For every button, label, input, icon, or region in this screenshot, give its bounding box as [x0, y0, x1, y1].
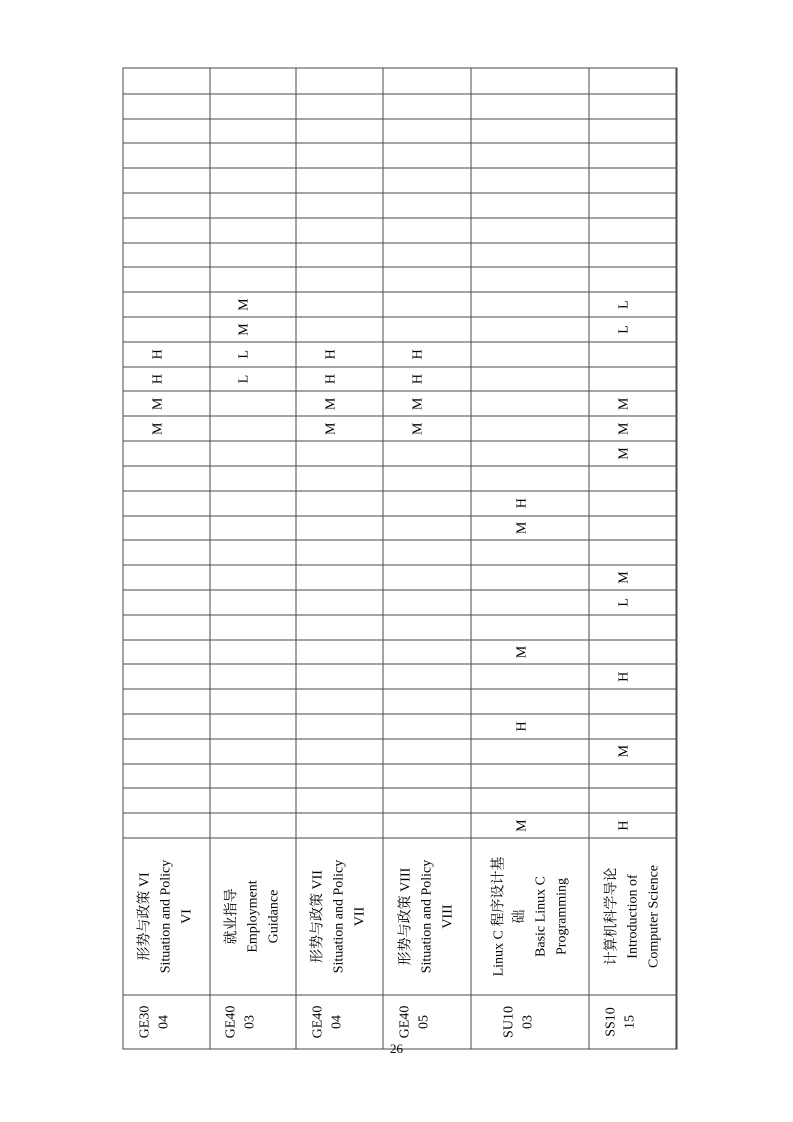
course-code-cell	[296, 994, 383, 1048]
mark-value: M	[513, 645, 529, 658]
matrix-cell	[589, 415, 676, 440]
matrix-cell	[296, 639, 383, 664]
matrix-cell	[589, 713, 676, 738]
matrix-cell	[383, 242, 472, 267]
name-line: Introduction of	[624, 873, 640, 959]
course-code	[221, 1005, 259, 1038]
course-name-cell	[589, 837, 676, 994]
mark-value: H	[616, 820, 631, 831]
matrix-cell	[123, 68, 210, 93]
mark-value: H	[410, 373, 426, 384]
course-code	[135, 1005, 173, 1038]
matrix-cell	[210, 217, 297, 242]
matrix-cell	[383, 787, 472, 812]
matrix-cell	[296, 713, 383, 738]
matrix-cell	[471, 291, 589, 316]
matrix-cell	[296, 68, 383, 93]
matrix-cell	[589, 316, 676, 341]
matrix-cell	[471, 366, 589, 391]
matrix-cell	[296, 266, 383, 291]
matrix-cell	[383, 217, 472, 242]
code-line: 04	[155, 1014, 171, 1029]
name-line: Situation and Policy	[418, 859, 434, 973]
matrix-cell	[471, 663, 589, 688]
course-code-cell	[589, 994, 676, 1048]
matrix-cell	[383, 142, 472, 167]
code-line: GE30	[136, 1005, 152, 1038]
matrix-cell	[210, 266, 297, 291]
matrix-cell	[123, 515, 210, 540]
matrix-cell	[471, 589, 589, 614]
matrix-cell	[296, 192, 383, 217]
code-line: SU10	[500, 1005, 516, 1038]
matrix-cell	[210, 465, 297, 490]
mark-value: M	[322, 421, 338, 435]
matrix-cell	[296, 142, 383, 167]
matrix-cell	[589, 465, 676, 490]
name-line: Employment	[244, 879, 260, 953]
matrix-cell	[589, 366, 676, 391]
course-name-cell	[210, 837, 297, 994]
matrix-cell	[589, 118, 676, 143]
matrix-cell	[383, 589, 472, 614]
name-line: 计算机科学导论	[603, 867, 619, 965]
matrix-cell	[123, 763, 210, 788]
mark-value: H	[616, 671, 631, 682]
course-name-cell	[471, 837, 589, 994]
matrix-cell	[471, 68, 589, 93]
course-name-cell	[383, 837, 472, 994]
matrix-cell	[296, 564, 383, 589]
matrix-cell	[210, 366, 297, 391]
mark-value: M	[236, 297, 252, 311]
name-line: 形势与政策 VIII	[397, 867, 413, 965]
matrix-cell	[296, 539, 383, 564]
matrix-cell	[210, 713, 297, 738]
matrix-cell	[210, 812, 297, 837]
matrix-cell	[383, 763, 472, 788]
mark-value: L	[236, 374, 252, 383]
matrix-cell	[471, 763, 589, 788]
matrix-cell	[589, 738, 676, 763]
matrix-cell	[123, 564, 210, 589]
mark-value: M	[410, 397, 426, 410]
matrix-cell	[210, 539, 297, 564]
matrix-cell	[471, 614, 589, 639]
matrix-cell	[471, 192, 589, 217]
matrix-cell	[383, 415, 472, 440]
code-line: 04	[328, 1014, 344, 1029]
course-code-cell	[210, 994, 297, 1048]
matrix-cell	[210, 589, 297, 614]
matrix-cell	[210, 291, 297, 316]
course-name-cell	[123, 837, 210, 994]
matrix-cell	[589, 217, 676, 242]
name-line: Computer Science	[645, 864, 661, 968]
course-code	[308, 1005, 346, 1038]
matrix-cell	[296, 217, 383, 242]
matrix-cell	[296, 688, 383, 713]
course-name-cell	[296, 837, 383, 994]
mark-value: L	[616, 299, 631, 309]
curriculum-matrix-table	[122, 67, 677, 1049]
matrix-cell	[210, 515, 297, 540]
matrix-cell	[471, 440, 589, 465]
matrix-cell	[123, 539, 210, 564]
matrix-cell	[471, 787, 589, 812]
matrix-cell	[210, 787, 297, 812]
matrix-cell	[123, 787, 210, 812]
matrix-cell	[210, 316, 297, 341]
matrix-cell	[210, 118, 297, 143]
matrix-cell	[123, 688, 210, 713]
matrix-cell	[471, 639, 589, 664]
matrix-cell	[589, 812, 676, 837]
matrix-cell	[471, 812, 589, 837]
matrix-cell	[296, 614, 383, 639]
matrix-cell	[296, 366, 383, 391]
matrix-cell	[471, 390, 589, 415]
matrix-cell	[123, 316, 210, 341]
matrix-cell	[471, 688, 589, 713]
matrix-cell	[383, 515, 472, 540]
matrix-cell	[471, 316, 589, 341]
matrix-cell	[383, 539, 472, 564]
matrix-cell	[383, 341, 472, 366]
matrix-cell	[471, 713, 589, 738]
matrix-cell	[471, 167, 589, 192]
code-line: SS10	[603, 1006, 618, 1037]
matrix-cell	[123, 663, 210, 688]
mark-value: L	[616, 597, 631, 607]
matrix-cell	[383, 366, 472, 391]
mark-value: H	[513, 497, 529, 508]
matrix-cell	[589, 564, 676, 589]
matrix-cell	[589, 390, 676, 415]
matrix-cell	[210, 490, 297, 515]
matrix-cell	[471, 142, 589, 167]
matrix-cell	[296, 415, 383, 440]
matrix-cell	[589, 763, 676, 788]
matrix-cell	[589, 787, 676, 812]
matrix-cell	[123, 366, 210, 391]
matrix-cell	[210, 763, 297, 788]
matrix-cell	[589, 614, 676, 639]
matrix-cell	[383, 266, 472, 291]
matrix-cell	[296, 589, 383, 614]
matrix-cell	[471, 266, 589, 291]
mark-value: H	[410, 348, 426, 359]
matrix-cell	[210, 639, 297, 664]
matrix-cell	[123, 341, 210, 366]
mark-value: H	[322, 373, 338, 384]
matrix-cell	[296, 738, 383, 763]
matrix-cell	[123, 266, 210, 291]
name-line: 础	[511, 909, 527, 923]
matrix-cell	[210, 614, 297, 639]
matrix-cell	[589, 142, 676, 167]
matrix-cell	[210, 738, 297, 763]
matrix-cell	[123, 291, 210, 316]
matrix-cell	[471, 515, 589, 540]
matrix-cell	[123, 167, 210, 192]
mark-value: M	[322, 397, 338, 410]
matrix-cell	[123, 217, 210, 242]
matrix-cell	[123, 713, 210, 738]
mark-value: M	[616, 744, 631, 757]
matrix-cell	[589, 490, 676, 515]
matrix-cell	[383, 316, 472, 341]
mark-value: M	[616, 446, 631, 460]
mark-value: M	[616, 397, 631, 410]
matrix-cell	[210, 68, 297, 93]
course-code	[601, 1007, 639, 1037]
matrix-cell	[296, 341, 383, 366]
page-number: 26	[390, 1041, 403, 1056]
matrix-cell	[471, 217, 589, 242]
name-line: Situation and Policy	[331, 859, 347, 973]
course-code	[499, 1006, 537, 1038]
matrix-cell	[123, 415, 210, 440]
matrix-cell	[589, 515, 676, 540]
name-line: Situation and Policy	[158, 859, 174, 973]
matrix-cell	[210, 167, 297, 192]
name-line: VII	[352, 906, 368, 926]
matrix-cell	[210, 440, 297, 465]
matrix-cell	[123, 465, 210, 490]
matrix-cell	[296, 167, 383, 192]
matrix-cell	[383, 192, 472, 217]
matrix-cell	[210, 142, 297, 167]
matrix-cell	[123, 614, 210, 639]
matrix-cell	[589, 440, 676, 465]
matrix-cell	[296, 515, 383, 540]
matrix-cell	[123, 142, 210, 167]
name-line: Linux C 程序设计基	[490, 856, 506, 976]
matrix-cell	[296, 316, 383, 341]
mark-value: L	[616, 324, 631, 334]
code-line: 15	[622, 1014, 637, 1029]
name-line: Basic Linux C	[532, 875, 548, 957]
matrix-cell	[296, 763, 383, 788]
matrix-cell	[589, 68, 676, 93]
matrix-cell	[471, 738, 589, 763]
matrix-cell	[123, 118, 210, 143]
matrix-cell	[123, 490, 210, 515]
matrix-cell	[123, 192, 210, 217]
name-line: Programming	[553, 877, 569, 955]
matrix-cell	[296, 490, 383, 515]
name-line: VIII	[439, 903, 455, 929]
code-line: GE40	[223, 1005, 239, 1038]
matrix-cell	[123, 738, 210, 763]
mark-value: H	[149, 373, 165, 384]
mark-value: H	[513, 720, 529, 731]
matrix-cell	[589, 167, 676, 192]
matrix-cell	[296, 93, 383, 118]
matrix-cell	[123, 812, 210, 837]
mark-value: M	[236, 322, 252, 336]
matrix-cell	[589, 266, 676, 291]
matrix-cell	[383, 688, 472, 713]
matrix-cell	[210, 390, 297, 415]
matrix-cell	[383, 68, 472, 93]
matrix-cell	[471, 490, 589, 515]
matrix-cell	[589, 93, 676, 118]
matrix-cell	[210, 564, 297, 589]
name-line: 形势与政策 VII	[310, 869, 326, 963]
mark-value: M	[616, 570, 631, 584]
matrix-cell	[589, 663, 676, 688]
matrix-cell	[471, 242, 589, 267]
matrix-cell	[383, 390, 472, 415]
matrix-cell	[296, 118, 383, 143]
matrix-cell	[589, 192, 676, 217]
matrix-cell	[210, 688, 297, 713]
name-line: 就业指导	[223, 888, 239, 944]
name-line: Guidance	[265, 889, 281, 943]
mark-value: M	[513, 818, 529, 832]
matrix-cell	[123, 242, 210, 267]
matrix-cell	[471, 465, 589, 490]
matrix-cell	[383, 167, 472, 192]
matrix-cell	[296, 787, 383, 812]
matrix-cell	[383, 812, 472, 837]
matrix-cell	[123, 589, 210, 614]
matrix-cell	[383, 738, 472, 763]
code-line: 03	[519, 1014, 535, 1029]
code-line: 03	[242, 1014, 258, 1029]
matrix-cell	[471, 93, 589, 118]
matrix-cell	[383, 118, 472, 143]
matrix-cell	[210, 242, 297, 267]
mark-value: H	[149, 348, 165, 359]
name-line: 形势与政策 VI	[137, 871, 153, 961]
matrix-cell	[296, 663, 383, 688]
matrix-cell	[471, 341, 589, 366]
matrix-cell	[589, 639, 676, 664]
course-code	[395, 1005, 433, 1038]
mark-value: M	[616, 421, 631, 435]
mark-value: M	[513, 521, 529, 534]
matrix-cell	[383, 93, 472, 118]
matrix-cell	[296, 812, 383, 837]
course-code-cell	[383, 994, 472, 1048]
matrix-cell	[589, 688, 676, 713]
code-line: 05	[416, 1014, 432, 1029]
matrix-cell	[589, 589, 676, 614]
mark-value: L	[236, 349, 252, 359]
mark-value: M	[410, 421, 426, 435]
matrix-cell	[383, 564, 472, 589]
matrix-cell	[296, 465, 383, 490]
matrix-cell	[210, 93, 297, 118]
mark-value: M	[149, 421, 165, 435]
matrix-cell	[210, 663, 297, 688]
matrix-cell	[123, 93, 210, 118]
matrix-cell	[123, 440, 210, 465]
name-line: VI	[179, 908, 195, 924]
matrix-cell	[383, 663, 472, 688]
matrix-cell	[383, 465, 472, 490]
mark-value: H	[322, 348, 338, 359]
course-code-cell	[123, 994, 210, 1048]
matrix-cell	[471, 539, 589, 564]
matrix-cell	[123, 390, 210, 415]
matrix-cell	[589, 291, 676, 316]
matrix-cell	[383, 614, 472, 639]
matrix-cell	[383, 291, 472, 316]
code-line: GE40	[397, 1005, 413, 1038]
course-code-cell	[471, 994, 589, 1048]
matrix-cell	[123, 639, 210, 664]
matrix-cell	[589, 341, 676, 366]
matrix-cell	[296, 291, 383, 316]
matrix-cell	[210, 341, 297, 366]
matrix-cell	[296, 390, 383, 415]
matrix-cell	[471, 118, 589, 143]
matrix-cell	[210, 415, 297, 440]
matrix-cell	[471, 564, 589, 589]
matrix-cell	[383, 440, 472, 465]
matrix-cell	[296, 440, 383, 465]
matrix-cell	[471, 415, 589, 440]
matrix-cell	[383, 490, 472, 515]
matrix-cell	[589, 242, 676, 267]
matrix-cell	[296, 242, 383, 267]
matrix-cell	[210, 192, 297, 217]
matrix-cell	[589, 539, 676, 564]
code-line: GE40	[309, 1005, 325, 1038]
matrix-cell	[383, 639, 472, 664]
mark-value: M	[149, 397, 165, 410]
matrix-cell	[383, 713, 472, 738]
